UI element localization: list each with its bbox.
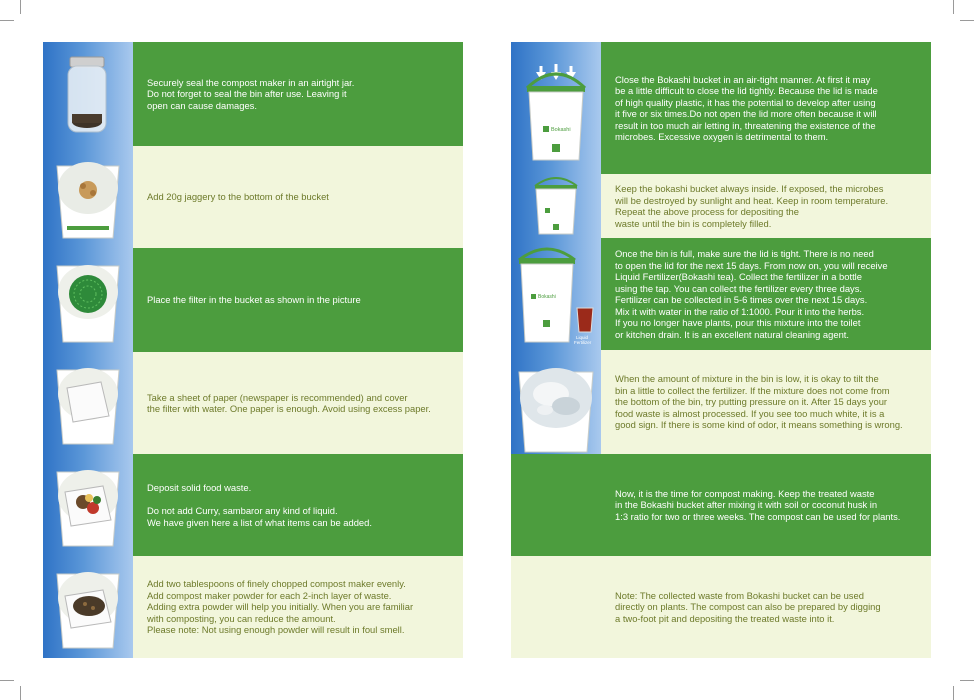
bokashi-bucket-lid-icon <box>511 42 601 174</box>
left-step-5 <box>43 454 463 556</box>
step-text: When the amount of mixture in the bin is low, it is okay to tilt the bin a little to collect the fertilizer. If the mixture does not come from the bottom of the bin, try putting pressure on it. After 15 days your food waste is almost processed. If you see too much white, it is a good sign. If there is some kind of odor, it means something is wrong. <box>601 350 931 454</box>
bucket-compost-powder-icon <box>43 556 133 658</box>
step-text: Now, it is the time for compost making. Keep the treated waste in the Bokashi bucket after mixing it with soil or coconut husk in 1:3 ratio for two or three weeks. The compost can be used for plants. <box>511 454 931 556</box>
step-text: Close the Bokashi bucket in an air-tight manner. At first it may be a little difficult to close the lid tightly. Because the lid is made of high quality plastic, it has the potential to develop after using it five or six times.Do not open the lid more often because it will result in too much air letting in, threatening the existence of the microbes. Excessive oxygen is detrimental to them. <box>601 42 931 174</box>
crop-mark-top-left-v <box>20 0 21 14</box>
crop-mark-bottom-right-v <box>953 686 954 700</box>
left-instruction-panel <box>43 42 463 658</box>
bucket-paper-icon <box>43 352 133 454</box>
right-instruction-panel <box>511 42 931 658</box>
bucket-jaggery-icon <box>43 146 133 248</box>
crop-mark-top-right-h <box>960 20 974 21</box>
bokashi-bucket-icon <box>511 174 601 238</box>
step-text: Deposit solid food waste. Do not add Curry, sambaror any kind of liquid. We have given here a list of what items can be added. <box>133 454 463 556</box>
left-step-1 <box>43 42 463 146</box>
left-step-3 <box>43 248 463 352</box>
crop-mark-bottom-left-h <box>0 680 14 681</box>
bokashi-bucket-fertilizer-icon <box>511 238 601 350</box>
step-text: Place the filter in the bucket as shown in the picture <box>133 248 463 352</box>
bucket-food-waste-icon <box>43 454 133 556</box>
right-step-5 <box>511 454 931 556</box>
step-text: Take a sheet of paper (newspaper is recommended) and cover the filter with water. One paper is enough. Avoid using excess paper. <box>133 352 463 454</box>
crop-mark-top-right-v <box>953 0 954 14</box>
step-text: Add two tablespoons of finely chopped compost maker evenly. Add compost maker powder for each 2-inch layer of waste. Adding extra powder will help you initially. When you are familiar with composting, you can reduce the amount. Please note: Not using enough powder will result in foul smell. <box>133 556 463 658</box>
glass-label: Liquid Fertilizer <box>574 335 592 345</box>
right-step-3 <box>511 238 931 350</box>
right-step-1 <box>511 42 931 174</box>
step-text: Securely seal the compost maker in an airtight jar. Do not forget to seal the bin after use. Leaving it open can cause damages. <box>133 42 463 146</box>
right-step-4 <box>511 350 931 454</box>
step-text: Keep the bokashi bucket always inside. If exposed, the microbes will be destroyed by sunlight and heat. Keep in room temperature. Repeat the above process for depositing the waste until the bin is completely filled. <box>601 174 931 238</box>
right-step-6 <box>511 556 931 658</box>
jar-icon <box>43 42 133 146</box>
step-text: Add 20g jaggery to the bottom of the bucket <box>133 146 463 248</box>
crop-mark-bottom-right-h <box>960 680 974 681</box>
left-step-4 <box>43 352 463 454</box>
brand-label: Bokashi <box>538 294 556 300</box>
crop-mark-bottom-left-v <box>20 686 21 700</box>
right-step-2 <box>511 174 931 238</box>
step-text: Once the bin is full, make sure the lid is tight. There is no need to open the lid for the next 15 days. From now on, you will receive Liquid Fertilizer(Bokashi tea). Collect the fertilizer in a bottle using the tap. You can collect the fertilizer every three days. Fertilizer can be collected in 5-6 times over the next 15 days. Mix it with water in the ratio of 1:1000. Pour it into the herbs. If you no longer have plants, pour this mixture into the toilet or kitchen drain. It is an excellent natural cleaning agent. <box>601 238 931 350</box>
left-step-6 <box>43 556 463 658</box>
brand-label: Bokashi <box>551 127 571 133</box>
bucket-processed-waste-icon <box>511 350 601 454</box>
left-step-2 <box>43 146 463 248</box>
step-text: Note: The collected waste from Bokashi bucket can be used directly on plants. The compost can also be prepared by digging a two-foot pit and depositing the treated waste into it. <box>511 556 931 658</box>
bucket-filter-icon <box>43 248 133 352</box>
crop-mark-top-left-h <box>0 20 14 21</box>
